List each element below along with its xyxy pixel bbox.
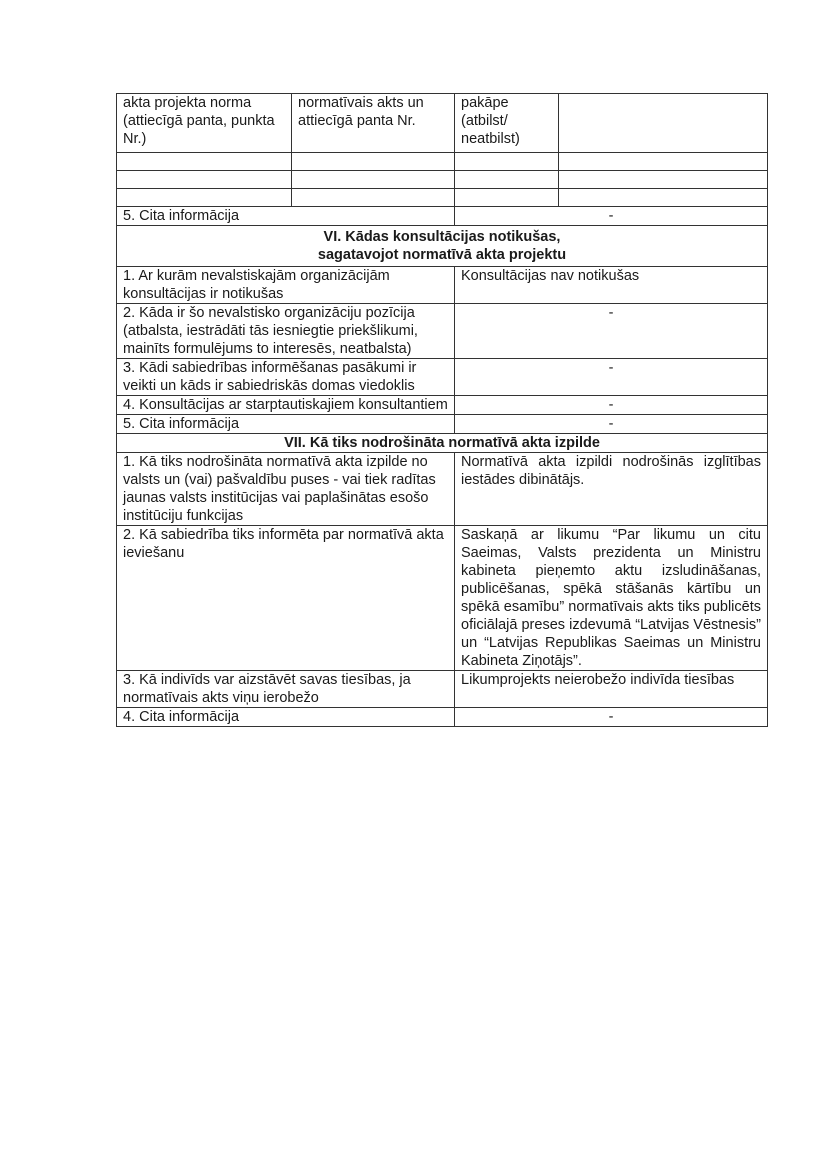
empty-row [117, 171, 768, 189]
header-cell-empty [559, 94, 768, 153]
row-value: Normatīvā akta izpildi nodrošinās izglītības iestādes dibinātājs. [455, 453, 768, 526]
table-row [117, 359, 768, 396]
table-row [117, 708, 768, 727]
section-title-line: VI. Kādas konsultācijas notikušas, [323, 229, 561, 245]
row-value: Konsultācijas nav notikušas [455, 267, 768, 304]
annotation-table [116, 93, 768, 727]
table-row [117, 671, 768, 708]
row-label: 1. Ar kurām nevalstiskajām organizācijām konsultācijas ir notikušas [117, 267, 455, 304]
compliance-header-row [117, 94, 768, 153]
header-cell-degree: pakāpe (atbilst/ neatbilst) [455, 94, 559, 153]
row-value: - [455, 708, 768, 727]
row-label: 1. Kā tiks nodrošināta normatīvā akta izpilde no valsts un (vai) pašvaldību puses - vai tiek radītas jaunas valsts institūcijas vai paplašinātas esošo institūciju funkcijas [117, 453, 455, 526]
table-row [117, 453, 768, 526]
table-row [117, 207, 768, 226]
row-label: 5. Cita informācija [117, 415, 455, 434]
table-row [117, 267, 768, 304]
empty-row [117, 189, 768, 207]
header-cell-act: normatīvais akts un attiecīgā panta Nr. [292, 94, 455, 153]
row-value: - [455, 359, 768, 396]
row-label: 5. Cita informācija [117, 207, 455, 226]
section-title: VII. Kā tiks nodrošināta normatīvā akta izpilde [117, 434, 768, 453]
row-value: - [455, 415, 768, 434]
row-label: 2. Kā sabiedrība tiks informēta par normatīvā akta ieviešanu [117, 526, 455, 671]
row-label: 3. Kā indivīds var aizstāvēt savas tiesības, ja normatīvais akts viņu ierobežo [117, 671, 455, 708]
table-row [117, 396, 768, 415]
table-row [117, 304, 768, 359]
table-row [117, 415, 768, 434]
row-label: 4. Konsultācijas ar starptautiskajiem konsultantiem [117, 396, 455, 415]
row-label: 4. Cita informācija [117, 708, 455, 727]
section-header-row [117, 226, 768, 267]
header-cell-norm: akta projekta norma (attiecīgā panta, punkta Nr.) [117, 94, 292, 153]
row-value: - [455, 396, 768, 415]
section-title-line: sagatavojot normatīvā akta projektu [317, 247, 567, 263]
section-header-row [117, 434, 768, 453]
table-row [117, 526, 768, 671]
section-title [117, 226, 768, 267]
row-label: 3. Kādi sabiedrības informēšanas pasākumi ir veikti un kāds ir sabiedriskās domas viedoklis [117, 359, 455, 396]
empty-row [117, 153, 768, 171]
row-value: - [455, 207, 768, 226]
row-value: Saskaņā ar likumu “Par likumu un citu Saeimas, Valsts prezidenta un Ministru kabineta pieņemto aktu izsludināšanas, publicēšanas, spēkā stāšanās kārtību un spēkā esamību” normatīvais akts tiks publicēts oficiālajā preses izdevumā “Latvijas Vēstnesis” un “Latvijas Republikas Saeimas un Ministru Kabineta Ziņotājs”. [455, 526, 768, 671]
row-value: - [455, 304, 768, 359]
row-value: Likumprojekts neierobežo indivīda tiesības [455, 671, 768, 708]
row-label: 2. Kāda ir šo nevalstisko organizāciju pozīcija (atbalsta, iestrādāti tās iesniegtie priekšlikumi, mainīts formulējums to interesēs, neatbalsta) [117, 304, 455, 359]
